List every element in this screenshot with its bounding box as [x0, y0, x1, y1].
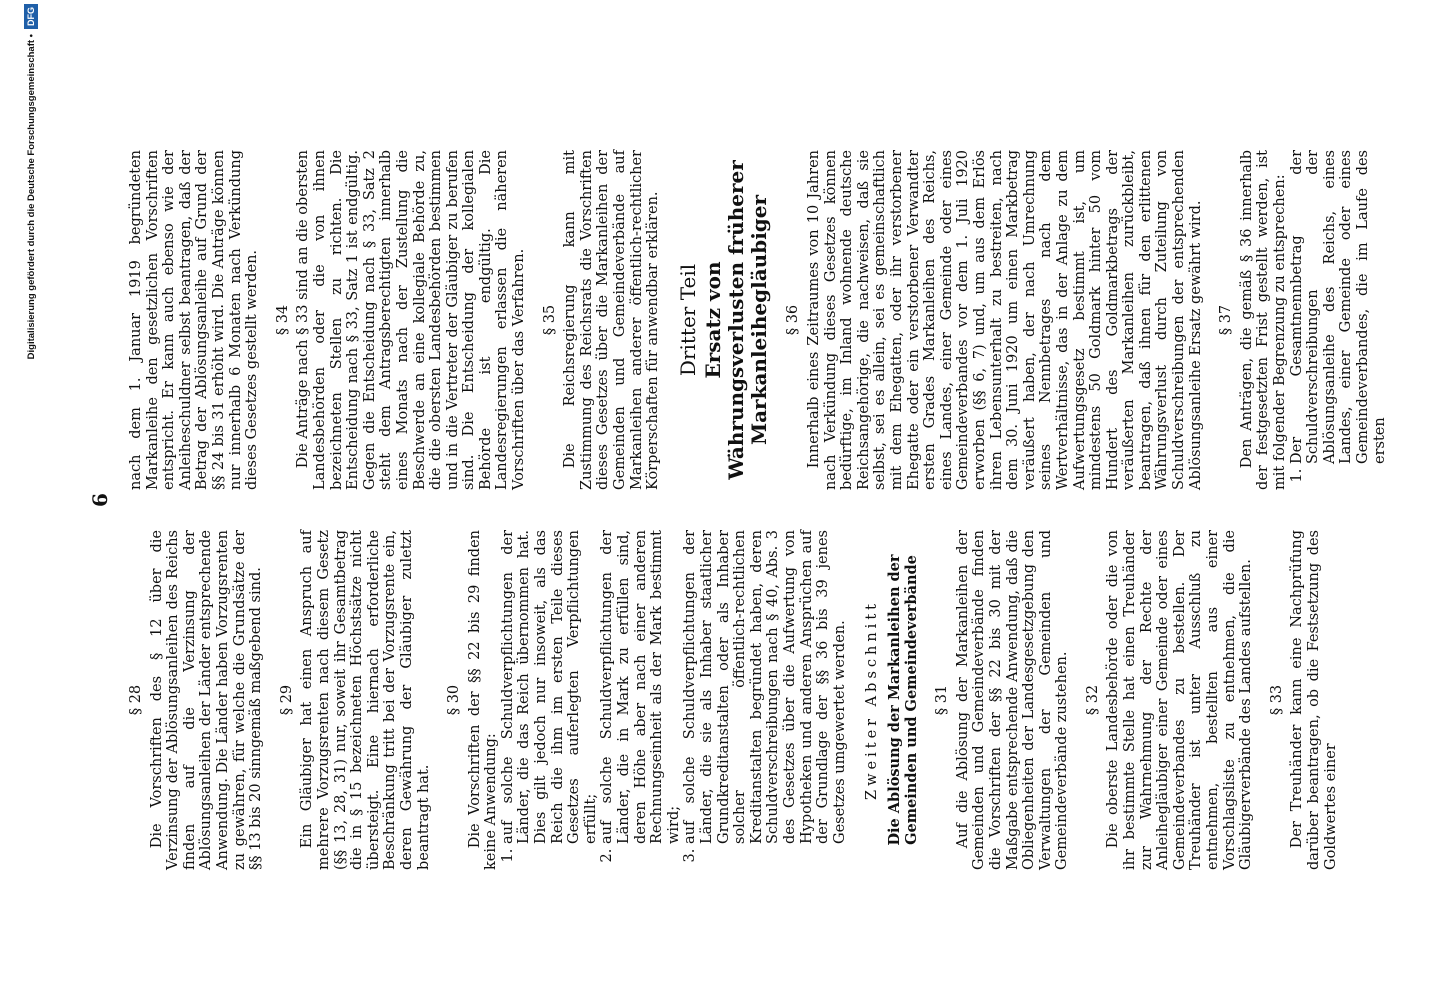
section-34-heading: § 34 — [274, 304, 291, 336]
section-33-heading: § 33 — [1268, 684, 1285, 716]
abschnitt-title: Die Ablösung der Markanleihen der Gemeinden und Gemeindeverbände — [885, 554, 920, 846]
section-35-text: Die Reichsregierung kann mit Zustimmung des Reichsrats die Vorschriften dieses Gesetzes über die Markanleihen der Gemeinden und Gemeindeverbände auf Markanleihen anderer öffentlich-rechtlicher Körperschaften für anwendbar erklären. — [562, 150, 662, 490]
dfg-logo: DFG — [24, 4, 38, 29]
digitization-footer — [20, 4, 42, 359]
section-34-text: Die Anträge nach § 33 sind an die obersten Landesbehörden oder die von ihnen bezeichneten Stellen zu richten. Die Entscheidung nach § 33, Satz 1 ist endgültig. Gegen die Entscheidung nach § 33, Satz 2 steht dem Antragsberechtigten innerhalb eines Monats nach der Zustellung die Beschwerde an eine kollegiale Behörde zu, die die obersten Landesbehörden bestimmen und in die Vertreter der Gläubiger zu berufen sind. Die Entscheidung der kollegialen Behörde ist endgültig. Die Landesregierungen erlassen die näheren Vorschriften über das Verfahren. — [295, 150, 528, 490]
section-36-heading: § 36 — [785, 304, 802, 336]
teil-label: Dritter Teil — [675, 263, 700, 377]
section-29-text: Ein Gläubiger hat einen Anspruch auf mehrere Vorzugsrenten nach diesem Gesetz (§§ 13, 28, 31) nur, soweit ihr Gesamtbetrag die in § 15 bezeichneten Höchstsätze nicht übersteigt. Eine hiernach erforderliche Beschränkung tritt bei der Vorzugsrente ein, deren Gewährung der Gläubiger zuletzt beantragt hat. — [299, 530, 432, 870]
section-31-heading: § 31 — [934, 684, 951, 716]
section-30-heading: § 30 — [446, 684, 463, 716]
section-28-text: Die Vorschriften des § 12 über die Verzinsung der Ablösungsanleihen des Reichs finden auf die Verzinsung der Ablösungsanleihen der Länder entsprechende Anwendung. Die Länder haben Vorzugsrenten zu gewähren, für welche die Grundsätze der §§ 13 bis 20 sinngemäß maßgebend sind. — [148, 530, 265, 870]
section-37-intro: Den Anträgen, die gemäß § 36 innerhalb der festgesetzten Frist gestellt werden, ist mit folgender Begrenzung zu entsprechen: — [1238, 150, 1289, 490]
section-37-item: 1. Der Gesamtnennbetrag der Schuldverschreibungen der Ablösungsanleihe des Reichs, eines Landes, einer Gemeinde oder eines Gemeindeverbandes, die im Laufe des ersten — [1289, 150, 1389, 464]
section-28-heading: § 28 — [128, 684, 144, 716]
teil-title: Ersatz von Währungsverlusten früherer Markanleihegläubiger — [701, 160, 772, 480]
section-32-text: Die oberste Landesbehörde oder die von ihr bestimmte Stelle hat einen Treuhänder zur Wahrnehmung der Rechte der Anleihegläubiger einer Gemeinde oder eines Gemeindeverbandes zu bestellen. Der Treuhänder ist unter Ausschluß zu entnehmen, bestellten aus einer Vorschlagsliste zu entnehmen, die die Gläubigerverbände des Landes aufstellen. — [1105, 530, 1255, 870]
section-30-list — [500, 530, 848, 870]
section-30-item: 3. auf solche Schuldverpflichtungen der Länder, die sie als Inhaber staatlicher Grundkreditanstalten oder als Inhaber solcher öffentlich-rechtlichen Kreditanstalten begründet haben, deren Schuldverschreibungen nach § 40, Abs. 3 des Gesetzes über die Aufwertung von Hypotheken und anderen Ansprüchen auf der Grundlage der §§ 36 bis 39 jenes Gesetzes umgewertet werden. — [682, 530, 848, 844]
section-30-item: 1. auf solche Schuldverpflichtungen der Länder, die das Reich übernommen hat. Dies gilt jedoch nur insoweit, als das Reich die ihm im ersten Teile dieses Gesetzes auferlegten Verpflichtungen erfüllt; — [500, 530, 600, 844]
section-36-text: Innerhalb eines Zeitraumes von 10 Jahren nach Verkündung dieses Gesetzes können bedürftige, im Inland wohnende deutsche Reichsangehörige, die nachweisen, daß sie selbst, sei es allein, sei es gemeinschaftlich mit dem Ehegatten, oder ihr verstorbener Ehegatte oder ein verstorbener Verwandter ersten Grades Markanleihen des Reichs, eines Landes, einer Gemeinde oder eines Gemeindeverbandes vor dem 1. Juli 1920 erworben (§§ 6, 7) und, um aus dem Erlös ihren Lebensunterhalt zu bestreiten, nach dem 30. Juni 1920 um einen Markbetrag veräußert haben, der nach Umrechnung seines Nennbetrages nach dem Wertverhältnisse, das in der Anlage zu dem Aufwertungsgesetz bestimmt ist, um mindestens 50 Goldmark hinter 50 vom Hundert des Goldmarkbetrags der veräußerten Markanleihen zurückbleibt, beantragen, daß ihnen für den erlittenen Währungsverlust durch Zuteilung von Schuldverschreibungen der entsprechenden Ablösungsanleihe Ersatz gewährt wird. — [806, 150, 1204, 490]
section-30-intro: Die Vorschriften der §§ 22 bis 29 finden keine Anwendung: — [466, 530, 500, 870]
section-32-heading: § 32 — [1084, 684, 1101, 716]
section-30-item: 2. auf solche Schuldverpflichtungen der Länder, die in Mark zu erfüllen sind, deren Höhe aber nach einer anderen Rechnungseinheit als der Mark bestimmt wird; — [599, 530, 682, 844]
footer-text: Digitalisierung gefördert durch die Deutsche Forschungsgemeinschaft • — [25, 34, 37, 360]
section-33-continued: nach dem 1. Januar 1919 begründeten Markanleihe den gesetzlichen Vorschriften entspricht. Er kann auch ebenso wie der Anleiheschuldner selbst beantragen, daß der Betrag der Ablösungsanleihe auf Grund der §§ 24 bis 31 erhöht wird. Die Anträge können nur innerhalb 6 Monaten nach Verkündung dieses Gesetzes gestellt werden. — [128, 150, 261, 490]
left-column — [128, 530, 1339, 870]
section-31-text: Auf die Ablösung der Markanleihen der Gemeinden und Gemeindeverbände finden die Vorschriften der §§ 22 bis 30 mit der Maßgabe entsprechende Anwendung, daß die Obliegenheiten der Landesgesetzgebung den Verwaltungen der Gemeinden und Gemeindeverbände zustehen. — [954, 530, 1071, 870]
section-29-heading: § 29 — [278, 684, 295, 716]
section-35-heading: § 35 — [541, 304, 558, 336]
page-number: 6 — [88, 493, 112, 507]
right-column — [128, 150, 1388, 490]
section-37-list — [1289, 150, 1389, 490]
section-37-heading: § 37 — [1218, 304, 1235, 336]
abschnitt-label: Zweiter Abschnitt — [864, 600, 881, 800]
section-33-text: Der Treuhänder kann eine Nachprüfung darüber beantragen, ob die Festsetzung des Goldwertes einer — [1289, 530, 1339, 870]
